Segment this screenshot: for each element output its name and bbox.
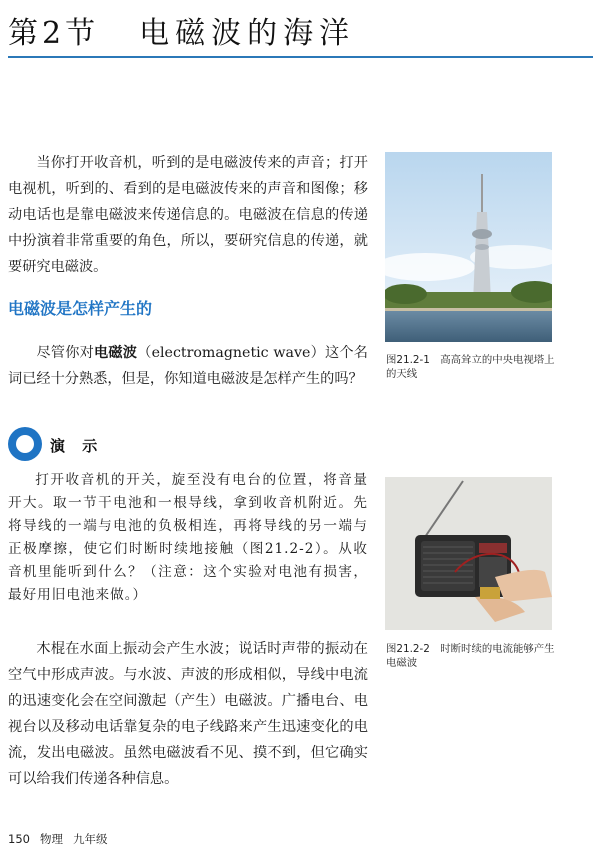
section-name: 电磁波的海洋 <box>139 16 356 51</box>
demo-label: 演 示 <box>50 437 104 455</box>
para2-after: （electromagnetic wave）这个名词已经十分熟悉，但是，你知道电磁波是怎样产生的吗？ <box>8 345 368 387</box>
intro-paragraph: 当你打开收音机，听到的是电磁波传来的声音；打开电视机，听到的、看到的是电磁波传来的声音和图像；移动电话也是靠电磁波来传递信息的。电磁波在信息的传递中扮演着非常重要的角色，所以，要研究信息的传递，就要研究电磁波。 <box>8 155 368 275</box>
keyword-electromagnetic-wave: 电磁波 <box>94 345 138 361</box>
page-number: 150 <box>8 832 30 846</box>
page-title <box>8 8 355 52</box>
footer-grade: 九年级 <box>72 832 108 846</box>
section-heading: 电磁波是怎样产生的 <box>8 299 153 318</box>
title-divider <box>8 56 593 58</box>
demo-speech-bubble-icon <box>8 427 42 461</box>
figure-radio-battery-photo <box>385 477 552 630</box>
demo-paragraph: 打开收音机的开关，旋至没有电台的位置，将音量开大。取一节干电池和一根导线，拿到收音机附近。先将导线的一端与电池的负极相连，再将导线的另一端与正极摩擦，使它们时断时续地接触（图21.2-2）。从收音机里能听到什么？（注意：这个实验对电池有损害，最好用旧电池来做。） <box>8 472 368 603</box>
page-footer <box>8 831 117 847</box>
para-electromagnetic-wave <box>8 340 368 392</box>
figure-tv-tower-photo <box>385 152 552 342</box>
figure2-caption: 图21.2-2 时断时续的电流能够产生电磁波 <box>386 643 555 669</box>
figure1-caption: 图21.2-1 高高耸立的中央电视塔上的天线 <box>386 354 555 380</box>
section-number: 第2节 <box>8 16 100 51</box>
wave-explanation-paragraph: 木棍在水面上振动会产生水波；说话时声带的振动在空气中形成声波。与水波、声波的形成相似，导线中电流的迅速变化会在空间激起（产生）电磁波。广播电台、电视台以及移动电话靠复杂的电子线路来产生迅速变化的电流，发出电磁波。虽然电磁波看不见、摸不到，但它确实可以给我们传递各种信息。 <box>8 641 368 787</box>
footer-subject: 物理 <box>39 832 63 846</box>
para2-before: 尽管你对 <box>36 345 94 361</box>
